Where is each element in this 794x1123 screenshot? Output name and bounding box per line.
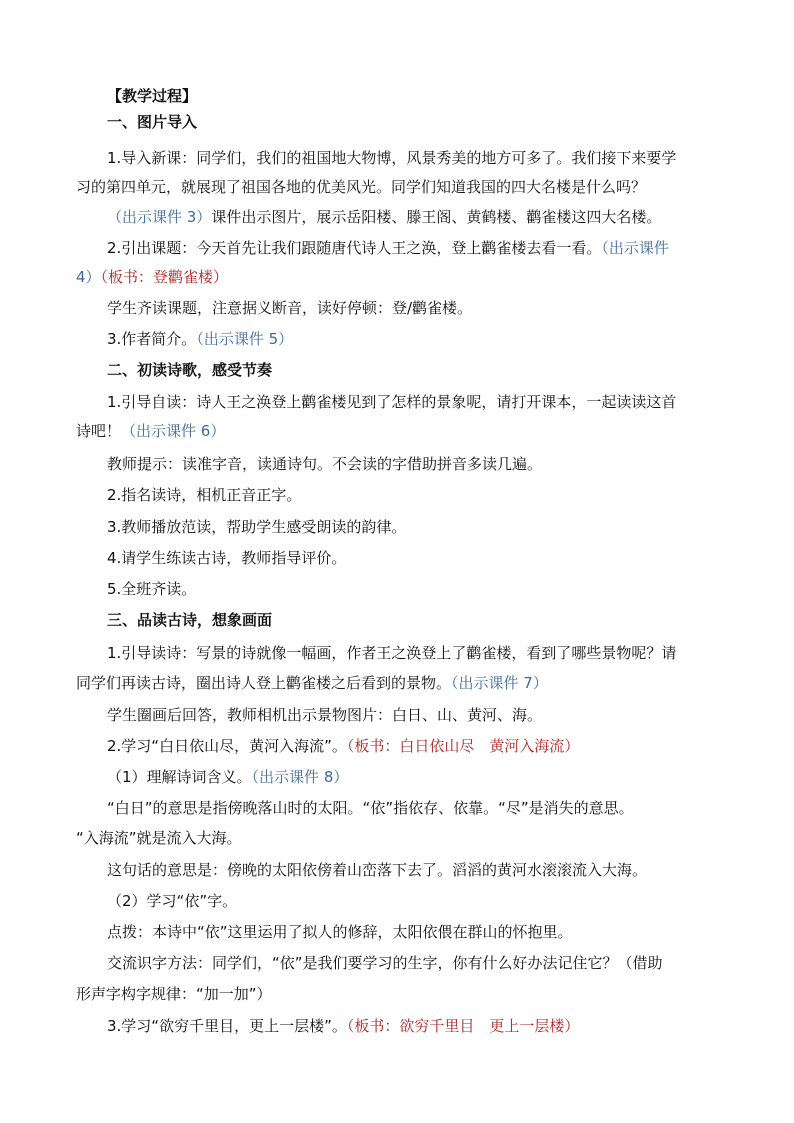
courseware-ref: （出示课件 3） (107, 208, 212, 226)
section-3-title: 三、品读古诗，想象画面 (107, 611, 273, 629)
paragraph-line: “入海流”就是流入大海。 (76, 829, 242, 847)
paragraph-line: 5.全班齐读。 (107, 580, 197, 598)
board-writing: （板书：登鹳雀楼） (100, 268, 229, 286)
paragraph-line: “白日”的意思是指傍晚落山时的太阳。“依”指依存、依靠。“尽”是消失的意思。 (107, 799, 634, 817)
section-1-title: 一、图片导入 (107, 113, 198, 131)
paragraph-line: 点拨：本诗中“依”这里运用了拟人的修辞，太阳依偎在群山的怀抱里。 (107, 923, 573, 941)
courseware-ref: （出示课件 (601, 239, 669, 257)
paragraph-line: 2.指名读诗，相机正音正字。 (107, 486, 302, 504)
courseware-ref: （出示课件 6） (121, 422, 226, 440)
board-writing: （板书：欲穷千里目 更上一层楼） (346, 1017, 580, 1035)
courseware-ref: 4） (76, 268, 101, 286)
paragraph-line: 2.引出课题：今天首先让我们跟随唐代诗人王之涣，登上鹳雀楼去看一看。（出示课件 (107, 239, 669, 257)
teaching-process-heading: 【教学过程】 (107, 87, 198, 105)
paragraph-line: 教师提示：读准字音，读通诗句。不会读的字借助拼音多读几遍。 (107, 455, 543, 473)
paragraph-line: 2.学习“白日依山尽，黄河入海流”。（板书：白日依山尽 黄河入海流） (107, 737, 580, 755)
paragraph-line: 学生圈画后回答，教师相机出示景物图片：白日、山、黄河、海。 (107, 706, 543, 724)
paragraph-line: 这句话的意思是：傍晚的太阳依傍着山峦落下去了。滔滔的黄河水滚滚流入大海。 (107, 861, 648, 879)
courseware-ref: （出示课件 7） (451, 674, 548, 692)
paragraph-line: 习的第四单元，就展现了祖国各地的优美风光。同学们知道我国的四大名楼是什么吗？ (76, 178, 647, 196)
paragraph-line: （2）学习“依”字。 (107, 892, 238, 910)
paragraph-line: 3.作者简介。（出示课件 5） (107, 330, 294, 348)
paragraph-line: 3.教师播放范读，帮助学生感受朗读的韵律。 (107, 518, 407, 536)
paragraph-line: 3.学习“欲穷千里目，更上一层楼”。（板书：欲穷千里目 更上一层楼） (107, 1017, 580, 1035)
courseware-ref: （出示课件 5） (196, 330, 294, 348)
paragraph-line: 1.导入新课：同学们，我们的祖国地大物博，风景秀美的地方可多了。我们接下来要学 (107, 149, 677, 167)
paragraph-line: （1）理解诗词含义。（出示课件 8） (107, 768, 349, 786)
paragraph-line: 形声字构字规律：“加一加”） (76, 985, 272, 1003)
paragraph-line: 同学们再读古诗，圈出诗人登上鹳雀楼之后看到的景物。（出示课件 7） (76, 674, 548, 692)
section-2-title: 二、初读诗歌，感受节奏 (107, 361, 273, 379)
paragraph-line: （出示课件 3）课件出示图片，展示岳阳楼、滕王阁、黄鹤楼、鹳雀楼这四大名楼。 (107, 208, 662, 226)
paragraph-line (76, 267, 228, 287)
paragraph-line: 学生齐读课题，注意据义断音，读好停顿：登/鹳雀楼。 (107, 299, 473, 317)
paragraph-line: 4.请学生练读古诗，教师指导评价。 (107, 549, 347, 567)
board-writing: （板书：白日依山尽 黄河入海流） (346, 737, 580, 755)
courseware-ref: （出示课件 8） (251, 768, 349, 786)
paragraph-line: 诗吧！（出示课件 6） (76, 422, 226, 440)
paragraph-line: 交流识字方法：同学们，“依”是我们要学习的生字，你有什么好办法记住它？（借助 (107, 954, 663, 972)
paragraph-line: 1.引导读诗：写景的诗就像一幅画，作者王之涣登上了鹳雀楼，看到了哪些景物呢？请 (107, 644, 677, 662)
paragraph-line: 1.引导自读：诗人王之涣登上鹳雀楼见到了怎样的景象呢，请打开课本，一起读读这首 (107, 393, 677, 411)
